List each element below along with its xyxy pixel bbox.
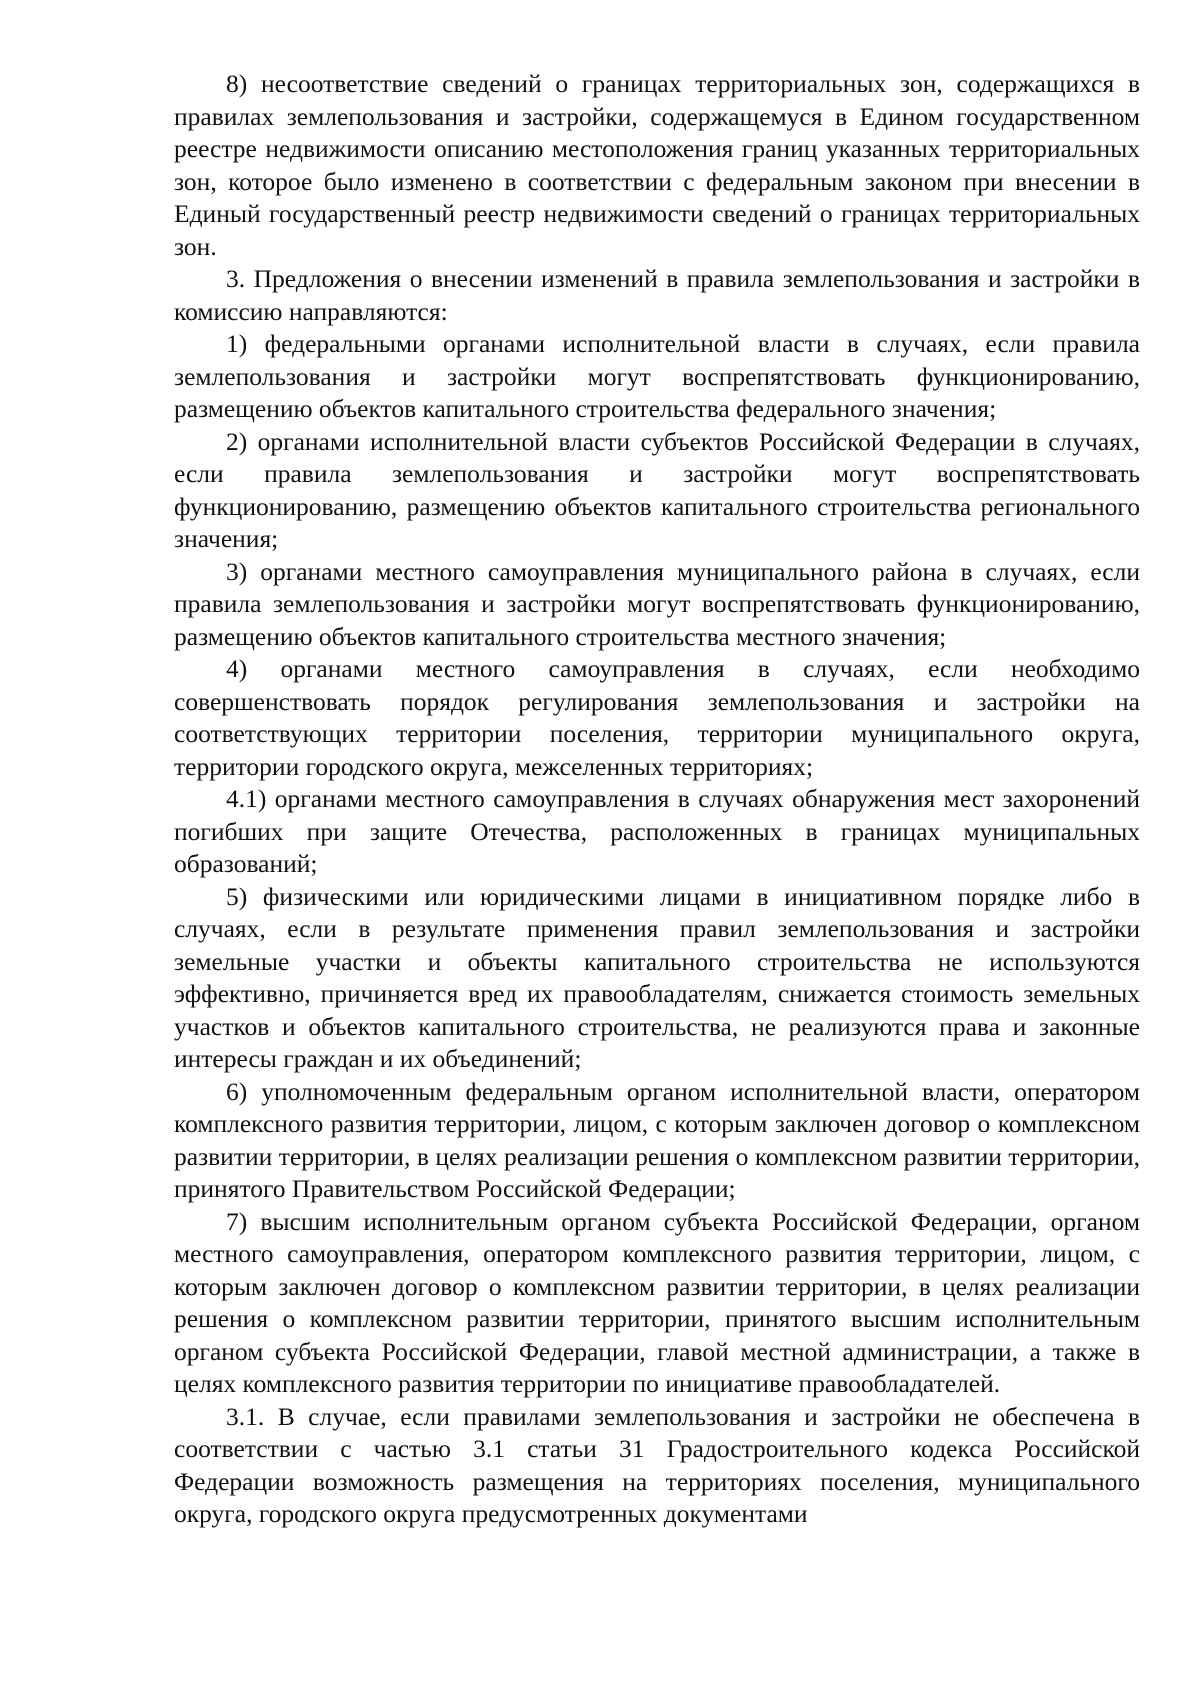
paragraph-item-5: 5) физическими или юридическими лицами в инициативном порядке либо в случаях, если в результате применения правил землепользования и застройки земельные участки и объекты капитального строительства не используются эффективно, причиняется вред их правообладателям, снижается стоимость земельных участков и объектов капитального строительства, не реализуются права и законные интересы граждан и их объединений; <box>174 881 1140 1073</box>
paragraph-section-3-1: 3.1. В случае, если правилами землепользования и застройки не обеспечена в соответствии с частью 3.1 статьи 31 Градостроительного кодекса Российской Федерации возможность размещения на территориях поселения, муниципального округа, городского округа предусмотренных документами <box>174 1401 1140 1528</box>
document-page <box>174 68 1140 1531</box>
paragraph-item-4: 4) органами местного самоуправления в случаях, если необходимо совершенствовать порядок регулирования землепользования и застройки на соответствующих территории поселения, территории муниципального округа, территории городского округа, межселенных территориях; <box>174 654 1140 781</box>
paragraph-item-3: 3) органами местного самоуправления муниципального района в случаях, если правила землепользования и застройки могут воспрепятствовать функционированию, размещению объектов капитального строительства местного значения; <box>174 556 1140 651</box>
paragraph-section-3: 3. Предложения о внесении изменений в правила землепользования и застройки в комиссию направляются: <box>174 264 1140 326</box>
paragraph-item-4-1: 4.1) органами местного самоуправления в случаях обнаружения мест захоронений погибших при защите Отечества, расположенных в границах муниципальных образований; <box>174 784 1140 878</box>
paragraph-item-7: 7) высшим исполнительным органом субъекта Российской Федерации, органом местного самоуправления, оператором комплексного развития территории, лицом, с которым заключен договор о комплексном развитии территории, в целях реализации решения о комплексном развитии территории, принятого высшим исполнительным органом субъекта Российской Федерации, главой местной администрации, а также в целях комплексного развития территории по инициативе правообладателей. <box>174 1206 1140 1398</box>
paragraph-item-2: 2) органами исполнительной власти субъектов Российской Федерации в случаях, если правила землепользования и застройки могут воспрепятствовать функционированию, размещению объектов капитального строительства регионального значения; <box>174 426 1140 553</box>
paragraph-item-8: 8) несоответствие сведений о границах территориальных зон, содержащихся в правилах землепользования и застройки, содержащемуся в Едином государственном реестре недвижимости описанию местоположения границ указанных территориальных зон, которое было изменено в соответствии с федеральным законом при внесении в Единый государственный реестр недвижимости сведений о границах территориальных зон. <box>174 69 1140 261</box>
paragraph-item-1: 1) федеральными органами исполнительной власти в случаях, если правила землепользования и застройки могут воспрепятствовать функционированию, размещению объектов капитального строительства федерального значения; <box>174 329 1140 423</box>
paragraph-item-6: 6) уполномоченным федеральным органом исполнительной власти, оператором комплексного развития территории, лицом, с которым заключен договор о комплексном развитии территории, в целях реализации решения о комплексном развитии территории, принятого Правительством Российской Федерации; <box>174 1076 1140 1203</box>
